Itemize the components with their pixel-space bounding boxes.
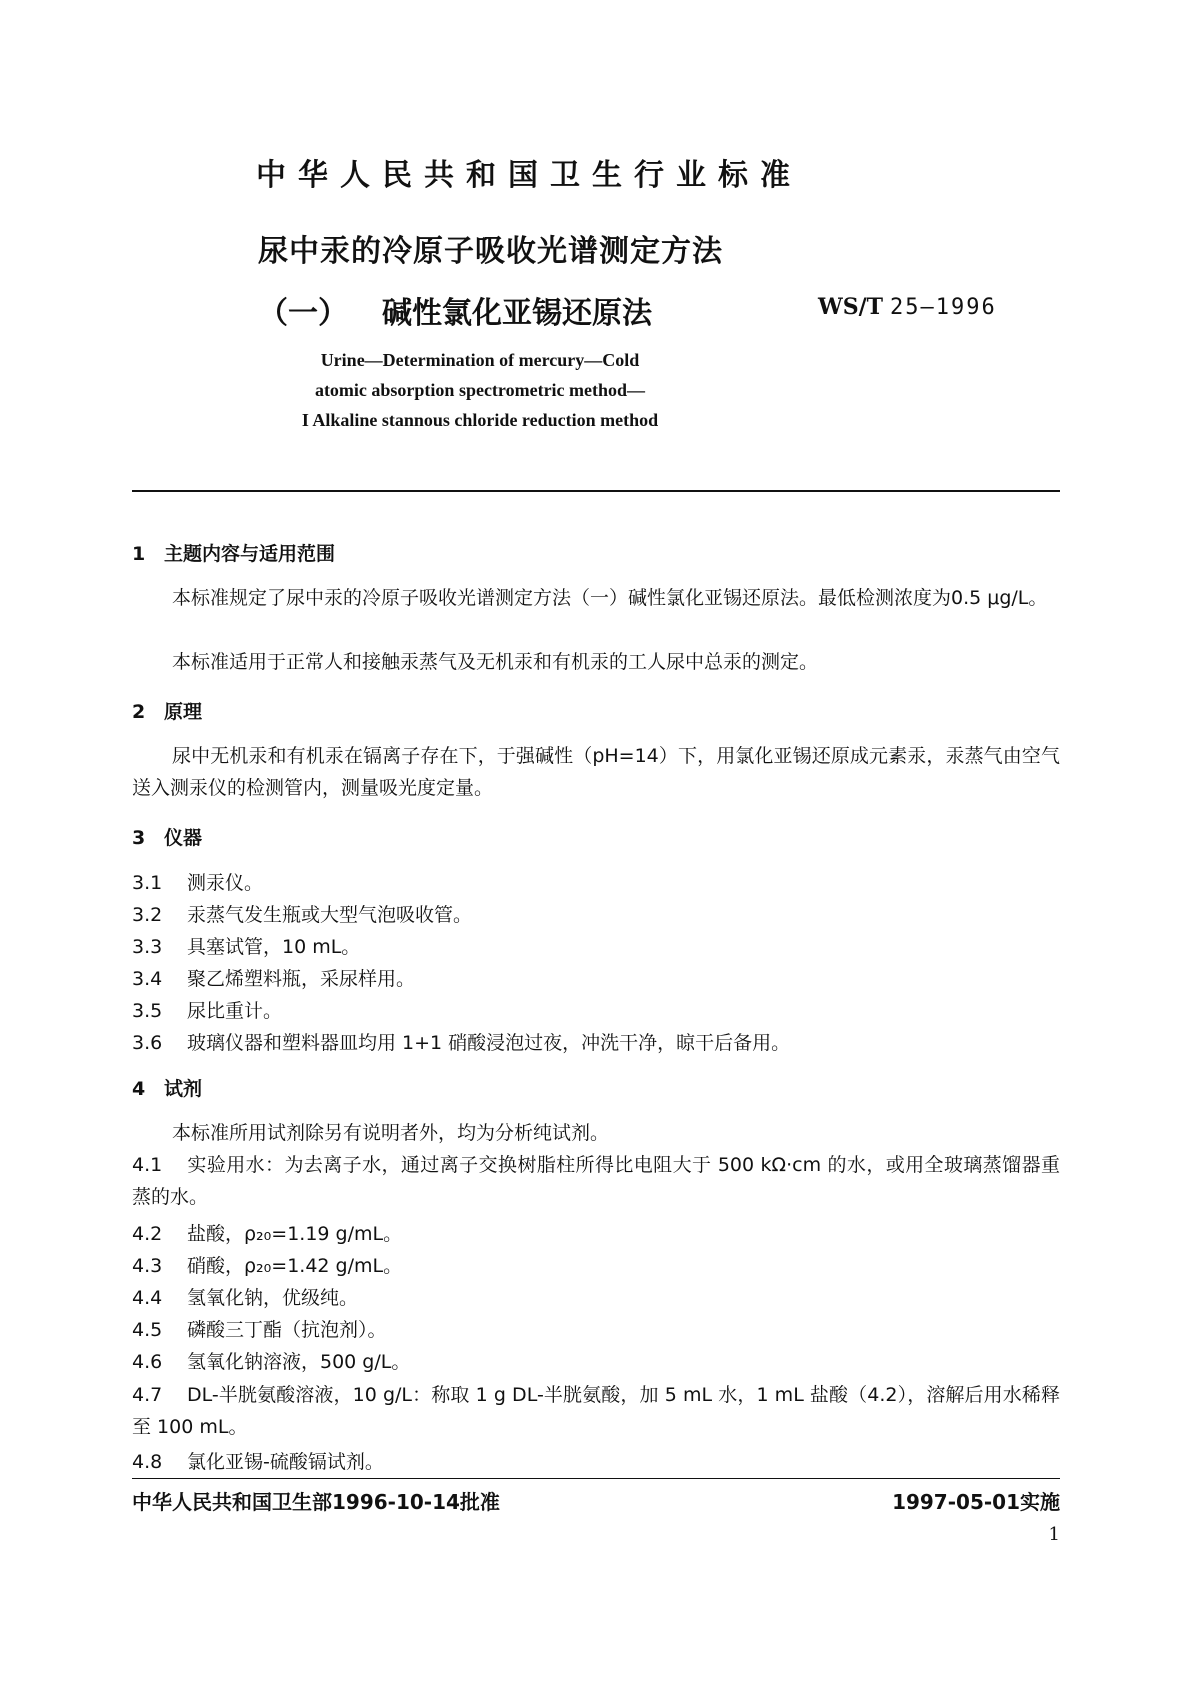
section-heading-2 (132, 697, 202, 724)
english-title-line1: Urine—Determination of mercury—Cold (320, 350, 640, 370)
standard-code-prefix: WS/T (818, 294, 884, 320)
section2-paragraph1: 尿中无机汞和有机汞在镉离子存在下，于强碱性（pH=14）下，用氯化亚锡还原成元素汞，汞蒸气由空气送入测汞仪的检测管内，测量吸光度定量。 (132, 745, 1060, 799)
list-item: 3.5 尿比重计。 (132, 1000, 283, 1022)
title-part-prefix: （一） (258, 296, 348, 331)
section-title: 主题内容与适用范围 (164, 543, 336, 565)
standard-code (818, 294, 997, 320)
list-item: 3.2 汞蒸气发生瓶或大型气泡吸收管。 (132, 904, 473, 926)
page-number: 1 (1048, 1524, 1060, 1545)
standard-type-heading: 中华人民共和国卫生行业标准 (256, 158, 802, 193)
list-item: 4.5 磷酸三丁酯（抗泡剂）。 (132, 1319, 387, 1341)
section-number: 4 (132, 1078, 146, 1100)
list-item: 4.3 硝酸，ρ₂₀=1.42 g/mL。 (132, 1255, 403, 1277)
implementation-date: 1997-05-01实施 (892, 1490, 1060, 1514)
section-heading-3 (132, 823, 202, 850)
section1-paragraph1: 本标准规定了尿中汞的冷原子吸收光谱测定方法（一）碱性氯化亚锡还原法。最低检测浓度为0.5 μg/L。 (172, 587, 1048, 609)
list-item: 4.6 氢氧化钠溶液，500 g/L。 (132, 1351, 411, 1373)
section-number: 2 (132, 701, 146, 723)
list-item: 3.6 玻璃仪器和塑料器皿均用 1+1 硝酸浸泡过夜，冲洗干净，晾干后备用。 (132, 1032, 791, 1054)
section-number: 1 (132, 543, 146, 565)
list-item: 4.7 DL-半胱氨酸溶液，10 g/L：称取 1 g DL-半胱氨酸，加 5 mL 水，1 mL 盐酸（4.2），溶解后用水稀释至 100 mL。 (132, 1384, 1060, 1438)
list-item: 3.1 测汞仪。 (132, 872, 264, 894)
list-item: 3.3 具塞试管，10 mL。 (132, 936, 361, 958)
section-title: 原理 (164, 701, 203, 723)
list-item: 4.8 氯化亚锡-硫酸镉试剂。 (132, 1451, 384, 1473)
list-item: 4.4 氢氧化钠，优级纯。 (132, 1287, 359, 1309)
section-heading-4 (132, 1074, 202, 1101)
list-item: 4.2 盐酸，ρ₂₀=1.19 g/mL。 (132, 1223, 403, 1245)
list-item: 4.1 实验用水：为去离子水，通过离子交换树脂柱所得比电阻大于 500 kΩ·cm 的水，或用全玻璃蒸馏器重蒸的水。 (132, 1154, 1060, 1208)
english-title-line3: I Alkaline stannous chloride reduction method (301, 410, 659, 430)
section-number: 3 (132, 827, 146, 849)
section1-paragraph2: 本标准适用于正常人和接触汞蒸气及无机汞和有机汞的工人尿中总汞的测定。 (172, 651, 819, 673)
title-part-main: 碱性氯化亚锡还原法 (382, 296, 652, 331)
list-item: 3.4 聚乙烯塑料瓶，采尿样用。 (132, 968, 416, 990)
header-divider (132, 490, 1060, 492)
document-title-line1: 尿中汞的冷原子吸收光谱测定方法 (258, 234, 723, 269)
section4-intro: 本标准所用试剂除另有说明者外，均为分析纯试剂。 (172, 1122, 610, 1144)
approval-note: 中华人民共和国卫生部1996-10-14批准 (132, 1490, 500, 1514)
english-title-line2: atomic absorption spectrometric method— (314, 380, 646, 400)
document-title-line2 (258, 288, 652, 332)
standard-code-number: 25—1996 (890, 295, 997, 320)
section-title: 仪器 (164, 827, 203, 849)
section-heading-1 (132, 539, 335, 566)
footer-divider (132, 1478, 1060, 1479)
section-title: 试剂 (164, 1078, 203, 1100)
